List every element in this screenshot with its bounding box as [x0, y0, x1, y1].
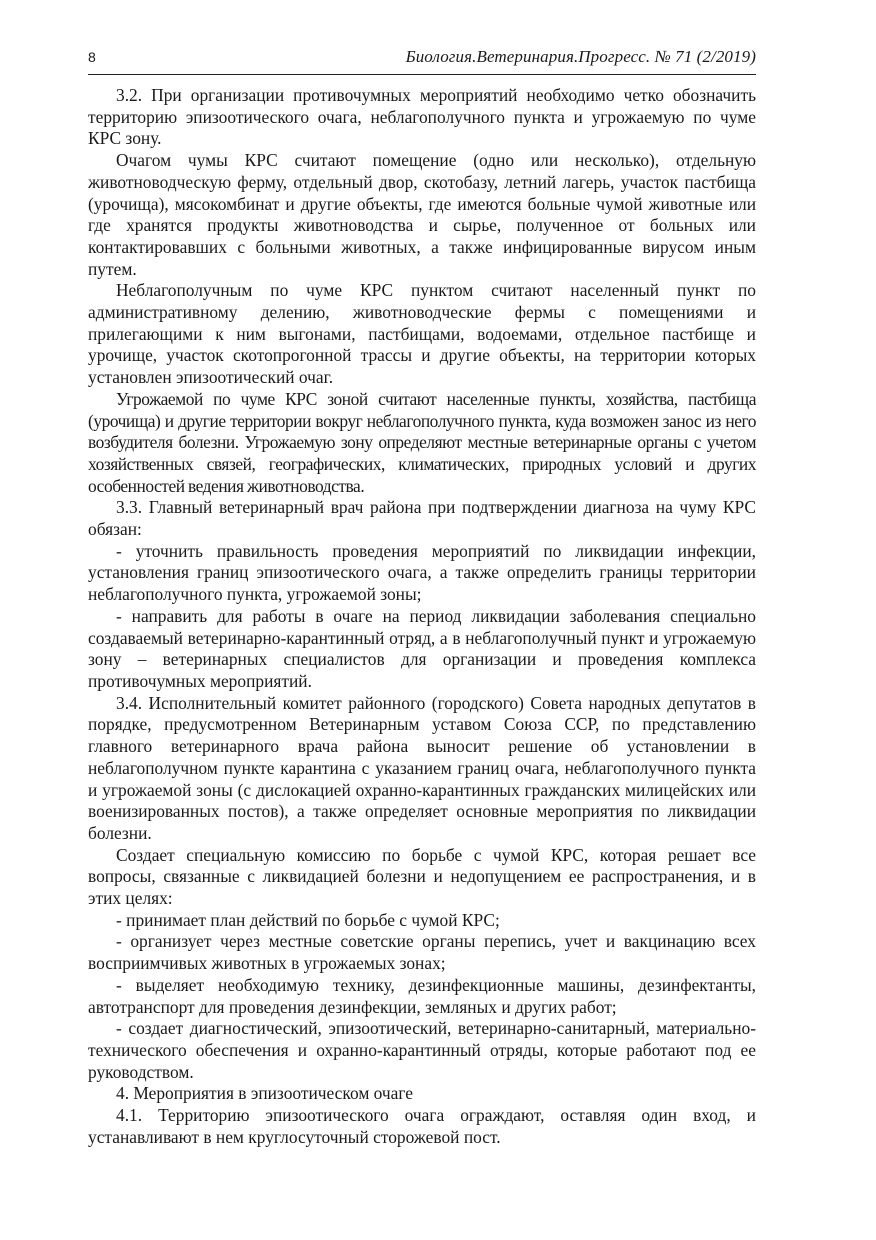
list-item-clarify: - уточнить правильность проведения мероприятий по ликвидации инфекции, установления границ эпизоотического очага, а также определить границы территории неблагополучного пункта, угрожаемой зоны;	[88, 540, 756, 605]
list-item-equipment: - выделяет необходимую технику, дезинфекционные машины, дезинфектанты, автотранспорт для проведения дезинфекции, земляных и других работ;	[88, 974, 756, 1017]
page-number: 8	[88, 49, 96, 65]
running-header	[88, 46, 756, 75]
section-heading: 4. Мероприятия в эпизоотическом очаге	[116, 1083, 413, 1104]
list-item-units: - создает диагностический, эпизоотический, ветеринарно-санитарный, материально-технического обеспечения и охранно-карантинный отряды, которые работают под ее руководством.	[88, 1018, 756, 1082]
paragraph-commission: Создает специальную комиссию по борьбе с чумой КРС, которая решает все вопросы, связанные с ликвидацией болезни и недопущением ее распространения, и в этих целях:	[88, 844, 756, 909]
paragraph-4-1: 4.1. Территорию эпизоотического очага ограждают, оставляя один вход, и устанавливают в нем круглосуточный сторожевой пост.	[88, 1105, 756, 1147]
paragraph-unfavorable-point: Неблагополучным по чуме КРС пунктом считают населенный пункт по административному делению, животноводческие фермы с помещениями и прилегающими к ним выгонами, пастбищами, водоемами, отдельное пастбище и урочище, участок скотопрогонной трассы и другие объекты, на территории которых установлен эпизоотический очаг.	[88, 280, 756, 388]
document-page	[88, 46, 756, 1148]
list-item-action-plan: - принимает план действий по борьбе с чумой КРС;	[116, 909, 500, 930]
paragraph-3-2: 3.2. При организации противочумных мероприятий необходимо четко обозначить территорию эпизоотического очага, неблагополучного пункта и угрожаемую по чуме КРС зону.	[88, 85, 756, 149]
paragraph-3-4: 3.4. Исполнительный комитет районного (городского) Совета народных депутатов в порядке, предусмотренном Ветеринарным уставом Союза ССР, по представлению главного ветеринарного врача района выносит решение об установлении в неблагополучном пункте карантина с указанием границ очага, неблагополучного пункта и угрожаемой зоны (с дислокацией охранно-карантинных гражданских милицейских или военизированных постов), а также определяет основные мероприятия по ликвидации болезни.	[88, 692, 756, 843]
journal-title: Биология.Ветеринария.Прогресс. № 71 (2/2019)	[405, 47, 756, 66]
body-text	[88, 85, 756, 1148]
list-item-send-unit: - направить для работы в очаге на период ликвидации заболевания специально создаваемый ветеринарно-карантинный отряд, а в неблагополучный пункт и угрожаемую зону – ветеринарных специалистов для организации и проведения комплекса противочумных мероприятий.	[88, 605, 756, 691]
paragraph-focus-definition: Очагом чумы КРС считают помещение (одно или несколько), отдельную животноводческую ферму, отдельный двор, скотобазу, летний лагерь, участок пастбища (урочища), мясокомбинат и другие объекты, где имеются больные чумой животные или где хранятся продукты животноводства и сырье, полученное от больных или контактировавших с больными животных, а также инфицированные вирусом иным путем.	[88, 150, 756, 279]
list-item-census: - организует через местные советские органы перепись, учет и вакцинацию всех восприимчивых животных в угрожаемых зонах;	[88, 931, 756, 974]
paragraph-3-3: 3.3. Главный ветеринарный врач района при подтверждении диагноза на чуму КРС обязан:	[88, 497, 756, 540]
paragraph-threatened-zone: Угрожаемой по чуме КРС зоной считают населенные пункты, хозяйства, пастбища (урочища) и другие территории вокруг неблагополучного пункта, куда возможен занос из него возбудителя болезни. Угрожаемую зону определяют местные ветеринарные органы с учетом хозяйственных связей, географических, климатических, природных условий и других особенностей ведения животноводства.	[88, 388, 756, 496]
